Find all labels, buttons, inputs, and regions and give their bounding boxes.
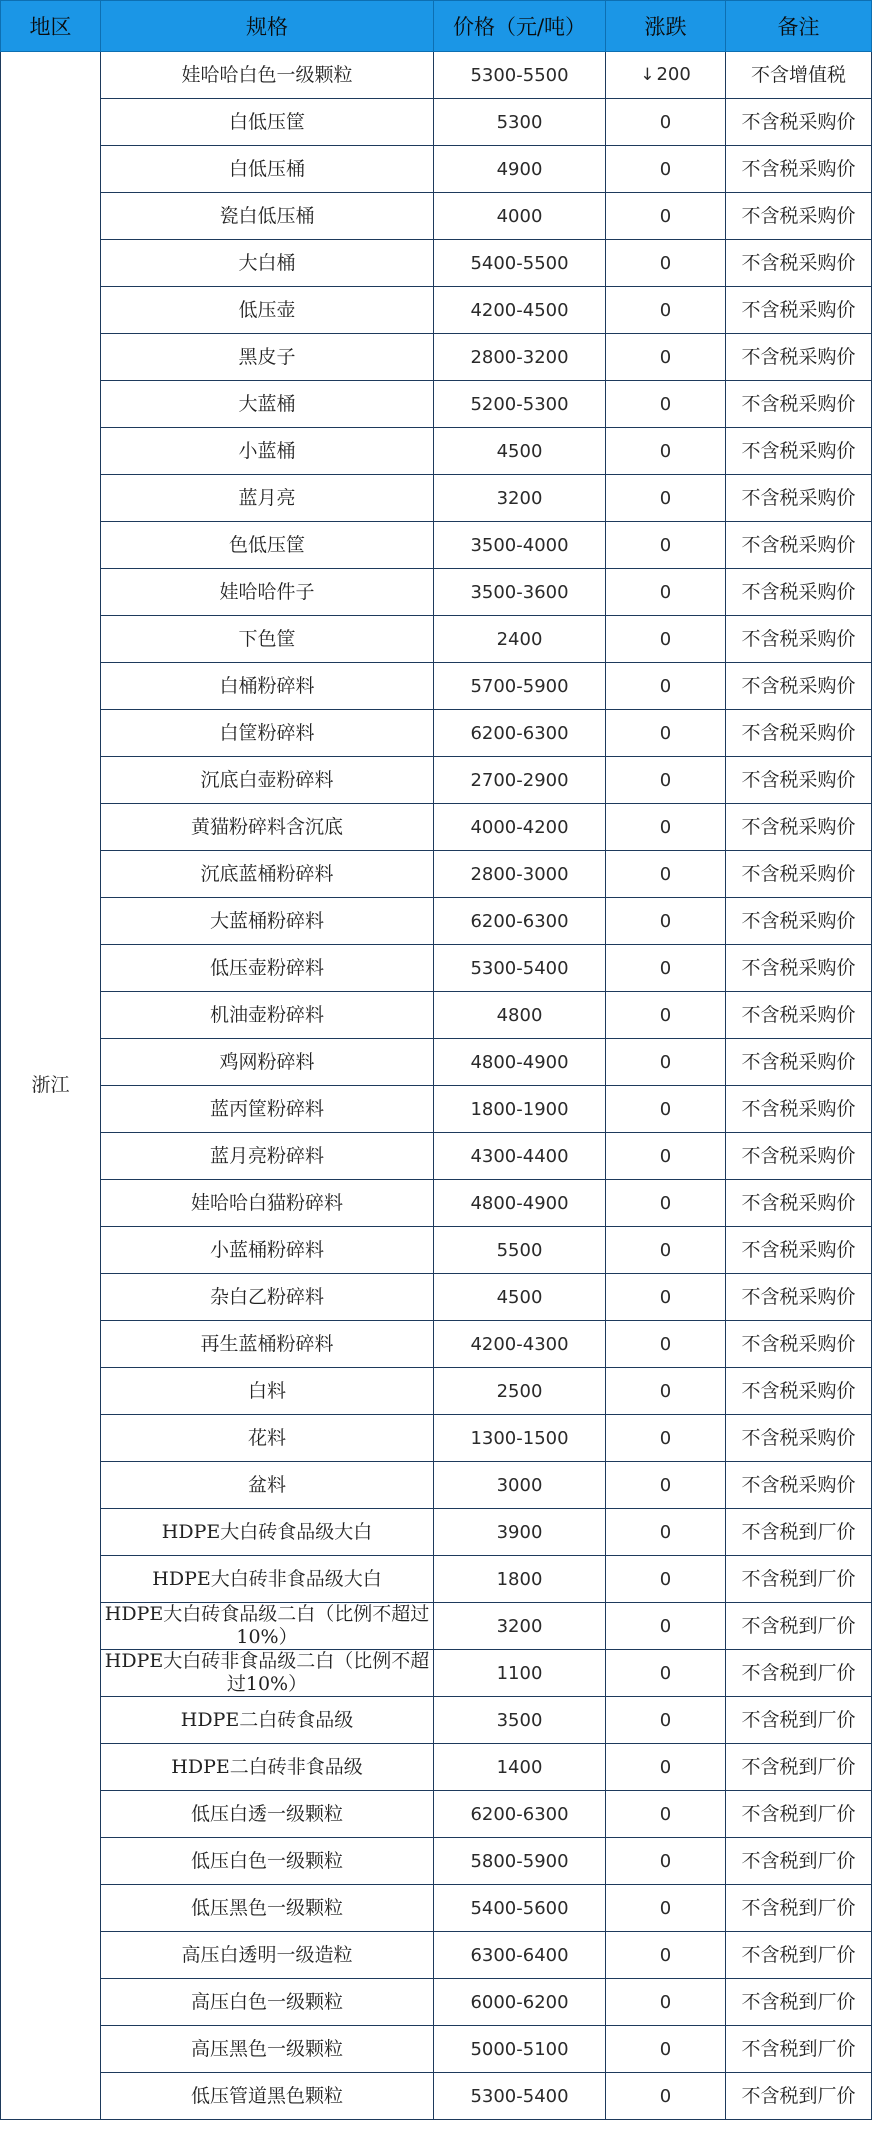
change-cell: 0 (606, 334, 726, 381)
spec-cell: 色低压筐 (101, 522, 434, 569)
change-cell: 0 (606, 1603, 726, 1650)
price-cell: 5800-5900 (434, 1838, 606, 1885)
change-cell: 0 (606, 663, 726, 710)
spec-cell: 黑皮子 (101, 334, 434, 381)
change-cell: 0 (606, 569, 726, 616)
note-cell: 不含税采购价 (726, 381, 872, 428)
change-cell: 0 (606, 2073, 726, 2120)
price-cell: 5300-5500 (434, 52, 606, 99)
spec-cell: 蓝月亮 (101, 475, 434, 522)
price-cell: 5000-5100 (434, 2026, 606, 2073)
spec-cell: 低压白色一级颗粒 (101, 1838, 434, 1885)
change-value: 200 (656, 64, 691, 85)
header-spec: 规格 (101, 1, 434, 52)
header-row (1, 1, 872, 52)
spec-cell: 小蓝桶粉碎料 (101, 1227, 434, 1274)
table-row (1, 1462, 872, 1509)
change-cell (606, 52, 726, 99)
note-cell: 不含税采购价 (726, 710, 872, 757)
note-cell: 不含税采购价 (726, 1086, 872, 1133)
note-cell: 不含税到厂价 (726, 1932, 872, 1979)
price-cell: 2500 (434, 1368, 606, 1415)
note-cell: 不含税采购价 (726, 1415, 872, 1462)
spec-cell: 低压壶粉碎料 (101, 945, 434, 992)
header-price: 价格（元/吨） (434, 1, 606, 52)
table-row (1, 1791, 872, 1838)
note-cell: 不含税采购价 (726, 287, 872, 334)
table-row (1, 1086, 872, 1133)
spec-cell: 低压黑色一级颗粒 (101, 1885, 434, 1932)
spec-cell: 娃哈哈白猫粉碎料 (101, 1180, 434, 1227)
change-cell: 0 (606, 522, 726, 569)
table-row (1, 1415, 872, 1462)
change-cell: 0 (606, 1274, 726, 1321)
spec-cell: 沉底白壶粉碎料 (101, 757, 434, 804)
spec-cell: HDPE二白砖食品级 (101, 1697, 434, 1744)
note-cell: 不含税采购价 (726, 1462, 872, 1509)
change-cell: 0 (606, 1509, 726, 1556)
change-cell: 0 (606, 1744, 726, 1791)
price-cell: 1100 (434, 1650, 606, 1697)
price-cell: 5300-5400 (434, 2073, 606, 2120)
change-cell: 0 (606, 1133, 726, 1180)
note-cell: 不含税到厂价 (726, 1603, 872, 1650)
note-cell: 不含税到厂价 (726, 1697, 872, 1744)
price-cell: 3500 (434, 1697, 606, 1744)
change-cell: 0 (606, 287, 726, 334)
price-cell: 3000 (434, 1462, 606, 1509)
change-cell: 0 (606, 1791, 726, 1838)
table-row (1, 52, 872, 99)
change-cell: 0 (606, 381, 726, 428)
change-cell: 0 (606, 757, 726, 804)
price-cell: 4800-4900 (434, 1180, 606, 1227)
table-row (1, 381, 872, 428)
table-row (1, 1650, 872, 1697)
spec-cell: 黄猫粉碎料含沉底 (101, 804, 434, 851)
note-cell: 不含税到厂价 (726, 1791, 872, 1838)
spec-cell: 沉底蓝桶粉碎料 (101, 851, 434, 898)
header-change: 涨跌 (606, 1, 726, 52)
spec-cell: 大蓝桶粉碎料 (101, 898, 434, 945)
change-cell: 0 (606, 1321, 726, 1368)
price-cell: 4300-4400 (434, 1133, 606, 1180)
note-cell: 不含税到厂价 (726, 1744, 872, 1791)
spec-cell: HDPE大白砖食品级二白（比例不超过10%） (101, 1603, 434, 1650)
price-cell: 6200-6300 (434, 710, 606, 757)
price-cell: 4800-4900 (434, 1039, 606, 1086)
price-cell: 4500 (434, 1274, 606, 1321)
price-cell: 3500-4000 (434, 522, 606, 569)
table-row (1, 1697, 872, 1744)
spec-cell: HDPE大白砖非食品级二白（比例不超过10%） (101, 1650, 434, 1697)
change-cell: 0 (606, 1650, 726, 1697)
price-cell: 6200-6300 (434, 1791, 606, 1838)
note-cell: 不含税采购价 (726, 992, 872, 1039)
change-cell: 0 (606, 1227, 726, 1274)
note-cell: 不含税采购价 (726, 663, 872, 710)
price-cell: 1800 (434, 1556, 606, 1603)
table-row (1, 1039, 872, 1086)
price-cell: 5300-5400 (434, 945, 606, 992)
table-row (1, 1180, 872, 1227)
table-row (1, 287, 872, 334)
spec-cell: 下色筐 (101, 616, 434, 663)
note-cell: 不含税采购价 (726, 1039, 872, 1086)
arrow-down-icon: ↓ (640, 65, 655, 85)
table-row (1, 804, 872, 851)
note-cell: 不含税采购价 (726, 1227, 872, 1274)
price-cell: 3900 (434, 1509, 606, 1556)
table-row (1, 663, 872, 710)
spec-cell: 小蓝桶 (101, 428, 434, 475)
spec-cell: HDPE大白砖非食品级大白 (101, 1556, 434, 1603)
price-cell: 5700-5900 (434, 663, 606, 710)
spec-cell: 高压黑色一级颗粒 (101, 2026, 434, 2073)
spec-cell: 大蓝桶 (101, 381, 434, 428)
spec-cell: 白低压筐 (101, 99, 434, 146)
table-row (1, 2073, 872, 2120)
spec-cell: 鸡网粉碎料 (101, 1039, 434, 1086)
table-row (1, 1556, 872, 1603)
table-row (1, 1509, 872, 1556)
spec-cell: 白桶粉碎料 (101, 663, 434, 710)
table-row (1, 851, 872, 898)
price-cell: 6200-6300 (434, 898, 606, 945)
note-cell: 不含税采购价 (726, 898, 872, 945)
price-cell: 4000 (434, 193, 606, 240)
price-cell: 4900 (434, 146, 606, 193)
table-row (1, 240, 872, 287)
table-row (1, 334, 872, 381)
price-cell: 5500 (434, 1227, 606, 1274)
spec-cell: 机油壶粉碎料 (101, 992, 434, 1039)
note-cell: 不含税到厂价 (726, 1509, 872, 1556)
change-cell: 0 (606, 710, 726, 757)
table-row (1, 1133, 872, 1180)
note-cell: 不含税采购价 (726, 146, 872, 193)
change-cell: 0 (606, 1697, 726, 1744)
price-cell: 2700-2900 (434, 757, 606, 804)
change-cell: 0 (606, 2026, 726, 2073)
change-cell: 0 (606, 146, 726, 193)
spec-cell: 白低压桶 (101, 146, 434, 193)
price-cell: 4200-4300 (434, 1321, 606, 1368)
spec-cell: HDPE大白砖食品级大白 (101, 1509, 434, 1556)
change-cell: 0 (606, 992, 726, 1039)
spec-cell: 低压壶 (101, 287, 434, 334)
table-row (1, 1885, 872, 1932)
note-cell: 不含税采购价 (726, 334, 872, 381)
table-body (1, 52, 872, 2120)
change-cell: 0 (606, 1086, 726, 1133)
spec-cell: 蓝月亮粉碎料 (101, 1133, 434, 1180)
price-cell: 3500-3600 (434, 569, 606, 616)
table-row (1, 2026, 872, 2073)
note-cell: 不含税采购价 (726, 522, 872, 569)
note-cell: 不含税采购价 (726, 945, 872, 992)
note-cell: 不含税到厂价 (726, 1885, 872, 1932)
table-row (1, 146, 872, 193)
table-row (1, 475, 872, 522)
spec-cell: 高压白透明一级造粒 (101, 1932, 434, 1979)
note-cell: 不含税采购价 (726, 1274, 872, 1321)
spec-cell: 蓝丙筐粉碎料 (101, 1086, 434, 1133)
table-row (1, 992, 872, 1039)
note-cell: 不含税采购价 (726, 1180, 872, 1227)
table-row (1, 616, 872, 663)
price-cell: 5200-5300 (434, 381, 606, 428)
price-cell: 4800 (434, 992, 606, 1039)
change-cell: 0 (606, 240, 726, 287)
table-row (1, 1603, 872, 1650)
table-row (1, 1838, 872, 1885)
table-row (1, 1744, 872, 1791)
table-row (1, 1227, 872, 1274)
spec-cell: 白料 (101, 1368, 434, 1415)
note-cell: 不含税到厂价 (726, 1979, 872, 2026)
note-cell: 不含税采购价 (726, 99, 872, 146)
table-row (1, 193, 872, 240)
note-cell: 不含税到厂价 (726, 2073, 872, 2120)
table-row (1, 1368, 872, 1415)
note-cell: 不含税采购价 (726, 475, 872, 522)
table-row (1, 1979, 872, 2026)
spec-cell: HDPE二白砖非食品级 (101, 1744, 434, 1791)
price-cell: 1300-1500 (434, 1415, 606, 1462)
change-cell: 0 (606, 1415, 726, 1462)
price-cell: 1800-1900 (434, 1086, 606, 1133)
change-cell: 0 (606, 945, 726, 992)
note-cell: 不含税采购价 (726, 193, 872, 240)
spec-cell: 娃哈哈白色一级颗粒 (101, 52, 434, 99)
change-cell: 0 (606, 428, 726, 475)
price-cell: 5300 (434, 99, 606, 146)
change-cell: 0 (606, 616, 726, 663)
price-cell: 2400 (434, 616, 606, 663)
table-row (1, 945, 872, 992)
spec-cell: 娃哈哈件子 (101, 569, 434, 616)
change-cell: 0 (606, 1462, 726, 1509)
change-cell: 0 (606, 475, 726, 522)
change-cell: 0 (606, 1838, 726, 1885)
note-cell: 不含税采购价 (726, 1368, 872, 1415)
table-row (1, 757, 872, 804)
spec-cell: 花料 (101, 1415, 434, 1462)
change-cell: 0 (606, 193, 726, 240)
change-cell: 0 (606, 1039, 726, 1086)
table-row (1, 522, 872, 569)
change-cell: 0 (606, 898, 726, 945)
price-cell: 4000-4200 (434, 804, 606, 851)
change-cell: 0 (606, 1885, 726, 1932)
price-cell: 4500 (434, 428, 606, 475)
note-cell: 不含税采购价 (726, 804, 872, 851)
table-row (1, 1274, 872, 1321)
note-cell: 不含税采购价 (726, 240, 872, 287)
spec-cell: 大白桶 (101, 240, 434, 287)
spec-cell: 再生蓝桶粉碎料 (101, 1321, 434, 1368)
header-note: 备注 (726, 1, 872, 52)
price-cell: 3200 (434, 475, 606, 522)
note-cell: 不含税采购价 (726, 428, 872, 475)
table-row (1, 710, 872, 757)
note-cell: 不含税到厂价 (726, 1838, 872, 1885)
spec-cell: 低压白透一级颗粒 (101, 1791, 434, 1838)
note-cell: 不含税到厂价 (726, 1650, 872, 1697)
price-cell: 2800-3200 (434, 334, 606, 381)
price-cell: 6000-6200 (434, 1979, 606, 2026)
note-cell: 不含税采购价 (726, 851, 872, 898)
spec-cell: 盆料 (101, 1462, 434, 1509)
change-cell: 0 (606, 1556, 726, 1603)
table-row (1, 99, 872, 146)
spec-cell: 瓷白低压桶 (101, 193, 434, 240)
table-row (1, 569, 872, 616)
note-cell: 不含税采购价 (726, 569, 872, 616)
note-cell: 不含税采购价 (726, 757, 872, 804)
spec-cell: 白筐粉碎料 (101, 710, 434, 757)
change-cell: 0 (606, 804, 726, 851)
note-cell: 不含税采购价 (726, 616, 872, 663)
table-row (1, 428, 872, 475)
price-cell: 4200-4500 (434, 287, 606, 334)
price-cell: 5400-5500 (434, 240, 606, 287)
change-cell: 0 (606, 1932, 726, 1979)
note-cell: 不含税采购价 (726, 1133, 872, 1180)
spec-cell: 低压管道黑色颗粒 (101, 2073, 434, 2120)
price-cell: 5400-5600 (434, 1885, 606, 1932)
change-cell: 0 (606, 1180, 726, 1227)
header-region: 地区 (1, 1, 101, 52)
spec-cell: 杂白乙粉碎料 (101, 1274, 434, 1321)
table-row (1, 1932, 872, 1979)
note-cell: 不含税到厂价 (726, 1556, 872, 1603)
table-row (1, 898, 872, 945)
region-cell: 浙江 (1, 52, 101, 2120)
price-cell: 1400 (434, 1744, 606, 1791)
note-cell: 不含税采购价 (726, 1321, 872, 1368)
price-cell: 2800-3000 (434, 851, 606, 898)
change-cell: 0 (606, 1979, 726, 2026)
table-row (1, 1321, 872, 1368)
spec-cell: 高压白色一级颗粒 (101, 1979, 434, 2026)
note-cell: 不含增值税 (726, 52, 872, 99)
change-cell: 0 (606, 1368, 726, 1415)
note-cell: 不含税到厂价 (726, 2026, 872, 2073)
price-cell: 6300-6400 (434, 1932, 606, 1979)
change-cell: 0 (606, 851, 726, 898)
table-header (1, 1, 872, 52)
change-cell: 0 (606, 99, 726, 146)
price-cell: 3200 (434, 1603, 606, 1650)
